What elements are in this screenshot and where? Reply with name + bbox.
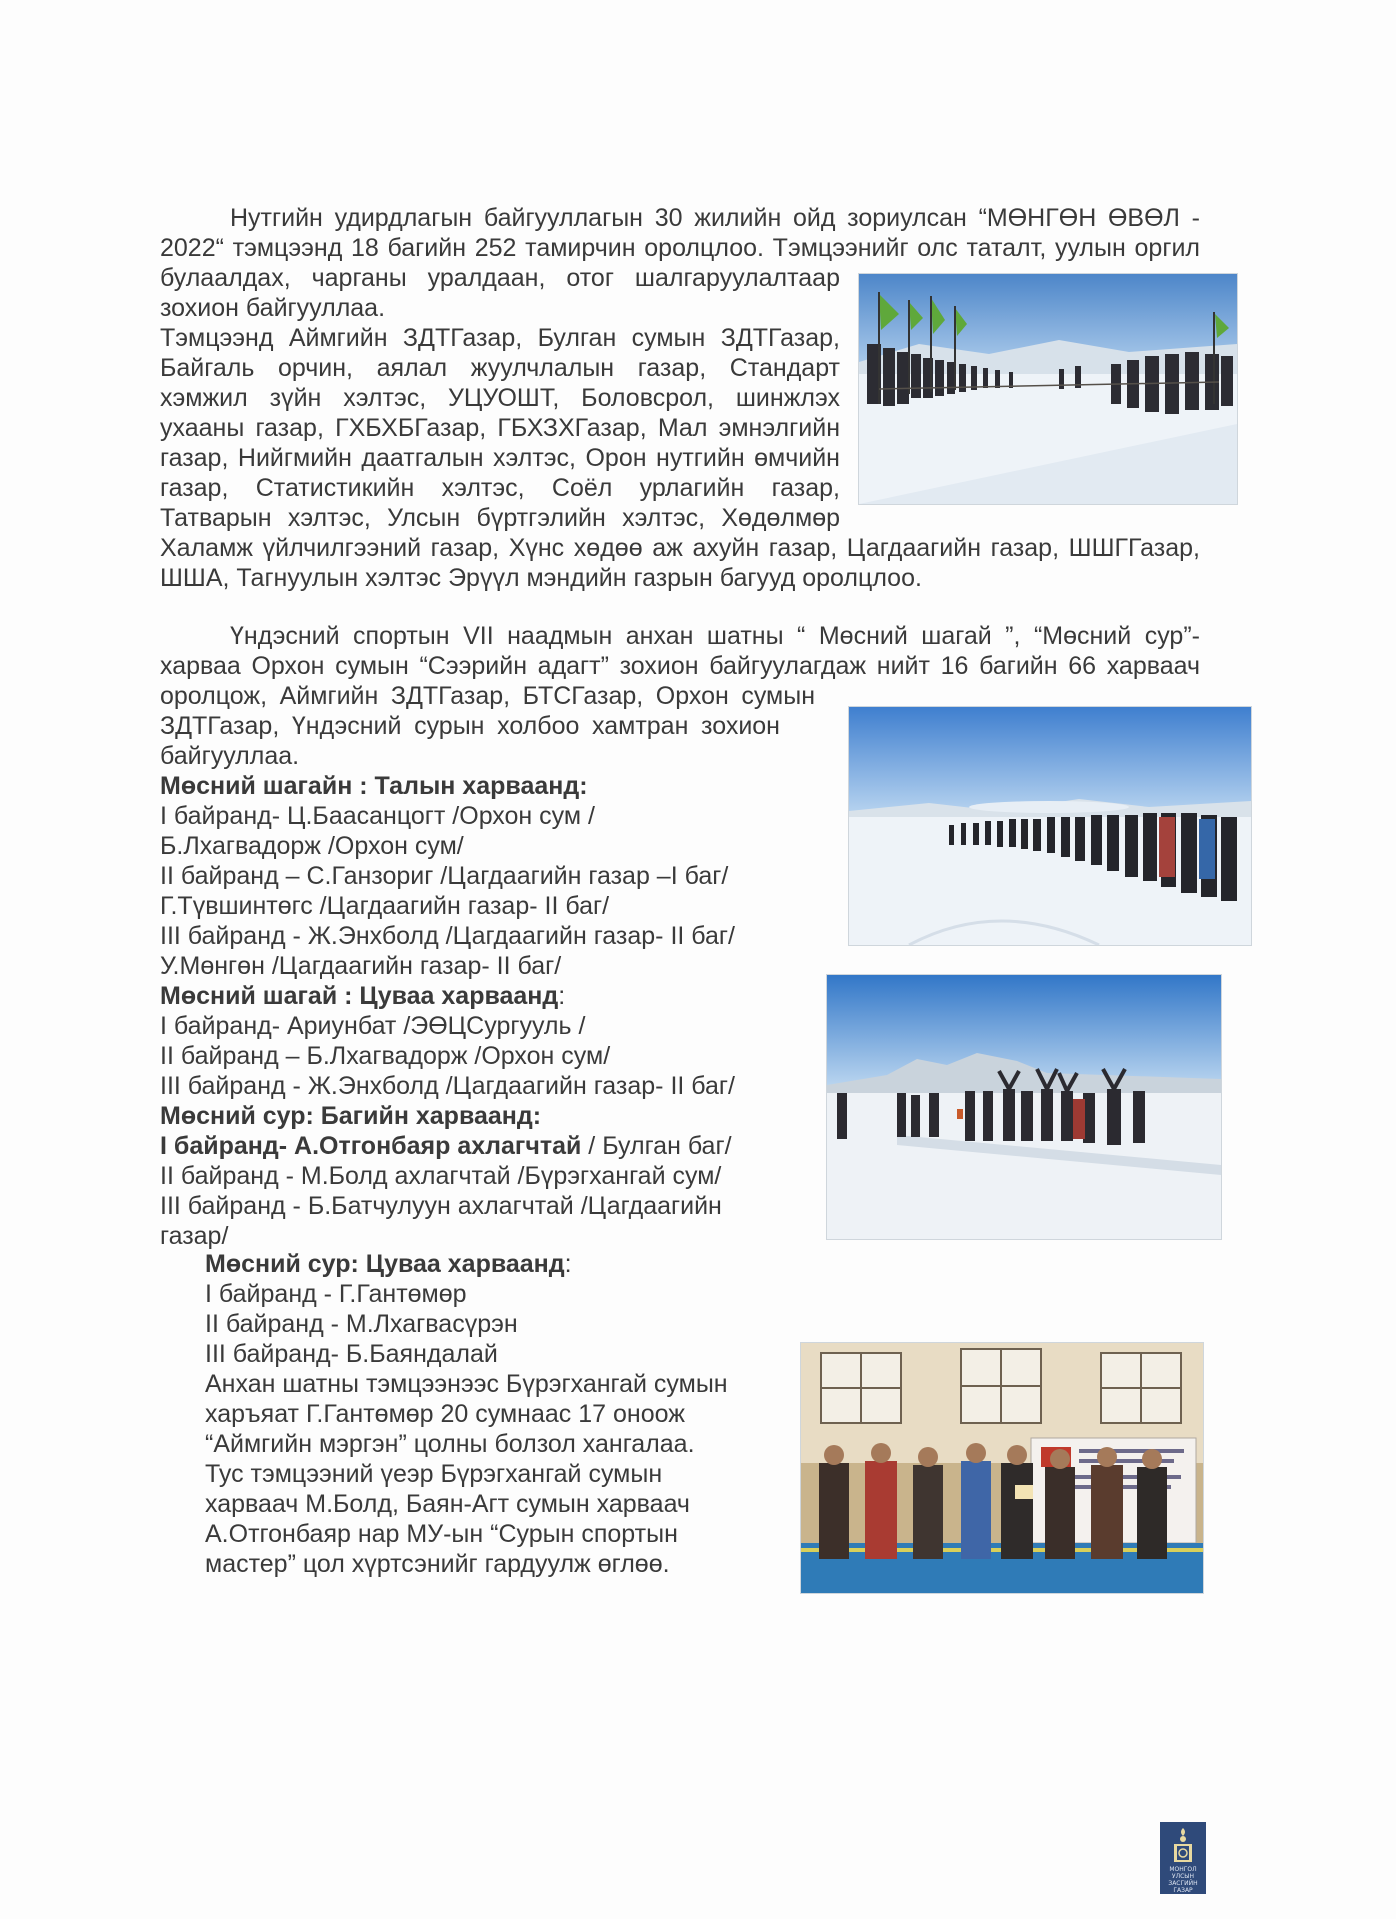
result-line: газар/ (160, 1222, 229, 1250)
photo-archers-celebrating (826, 974, 1222, 1240)
heading-colon: : (558, 982, 566, 1010)
result-line: III байранд - Б.Батчулуун ахлагчтай /Цагдаагийн (160, 1192, 722, 1220)
result-line: II байранд - М.Болд ахлагчтай /Бүрэгхангай сум/ (160, 1162, 722, 1190)
government-crest-logo (1160, 1822, 1206, 1894)
result-line: У.Мөнгөн /Цагдаагийн газар- II баг/ (160, 952, 562, 980)
text-line: харъяат Г.Гантөмөр 20 сумнаас 17 оноож (205, 1400, 685, 1428)
text-line: А.Отгонбаяр нар МУ-ын “Сурын спортын (205, 1520, 678, 1548)
result-line: III байранд - Ж.Энхболд /Цагдаагийн газар- II баг/ (160, 1072, 735, 1100)
text-line: Тэмцээнд Аймгийн ЗДТГазар, Булган сумын ЗДТГазар, (160, 324, 840, 352)
result-line: I байранд- Ариунбат /ЭӨЦСургууль / (160, 1012, 586, 1040)
text-line: харваа Орхон сумын “Сээрийн адагт” зохион байгуулагдаж нийт 16 багийн 66 харваач (160, 652, 1200, 680)
text-line: булаалдах, чарганы уралдаан, отог шалгаруулалтаар (160, 264, 840, 292)
result-line: Б.Лхагвадорж /Орхон сум/ (160, 832, 464, 860)
text-line: Тус тэмцээний үеэр Бүрэгхангай сумын (205, 1460, 663, 1488)
result-bold-part: I байранд- А.Отгонбаяр ахлагчтай (160, 1132, 582, 1160)
text-line: Татварын хэлтэс, Улсын бүртгэлийн хэлтэс, Хөдөлмөр (160, 504, 840, 532)
result-line: I байранд- Ц.Баасанцогт /Орхон сум / (160, 802, 595, 830)
photo-tug-of-war (858, 273, 1238, 505)
text-line: газар, Нийгмийн даатгалын хэлтэс, Орон нутгийн өмчийн (160, 444, 840, 472)
result-line: II байранд - М.Лхагвасүрэн (205, 1310, 518, 1338)
result-rest: / Булган баг/ (581, 1132, 732, 1160)
text-line: Байгаль орчин, аялал жуулчлалын газар, Стандарт (160, 354, 840, 382)
result-line: II байранд – Б.Лхагвадорж /Орхон сум/ (160, 1042, 611, 1070)
text-line: харваач М.Болд, Баян-Агт сумын харваач (205, 1490, 690, 1518)
photo-award-ceremony (800, 1342, 1204, 1594)
text-line: газар, Статистикийн хэлтэс, Соёл урлагийн газар, (160, 474, 840, 502)
heading-colon: : (564, 1250, 572, 1278)
paragraph-sur-tsuvaa (205, 1249, 728, 1579)
section-heading (205, 1249, 728, 1279)
text-line: 2022“ тэмцээнд 18 багийн 252 тамирчин оролцлоо. Тэмцээнийг олс таталт, уулын оргил (160, 234, 1200, 262)
logo-text: МОНГОЛ УЛСЫН (1169, 1866, 1197, 1880)
result-line: III байранд - Ж.Энхболд /Цагдаагийн газар- II баг/ (160, 922, 735, 950)
result-line: I байранд - Г.Гантөмөр (205, 1280, 467, 1308)
text-line: Анхан шатны тэмцээнээс Бүрэгхангай сумын (205, 1370, 728, 1398)
result-line: III байранд- Б.Баяндалай (205, 1340, 498, 1368)
section-heading: Мөсний шагайн : Талын харваанд: (160, 772, 588, 800)
text-line: хэмжил зүйн хэлтэс, УЦУОШТ, Боловсрол, шинжлэх (160, 384, 840, 412)
text-line: ухааны газар, ГХБХБГазар, ГБХЗХГазар, Мал эмнэлгийн (160, 414, 840, 442)
result-line: Г.Түвшинтөгс /Цагдаагийн газар- II баг/ (160, 892, 610, 920)
section-heading: Мөсний сур: Багийн харваанд: (160, 1102, 542, 1130)
text-line: оролцож, Аймгийн ЗДТГазар, БТСГазар, Орхон сумын (160, 682, 815, 710)
text-line: “Аймгийн мэргэн” цолны болзол хангалаа. (205, 1430, 695, 1458)
text-line: Нутгийн удирдлагын байгууллагын 30 жилийн ойд зориулсан “МӨНГӨН ӨВӨЛ - (230, 204, 1200, 232)
soyombo-icon (1168, 1826, 1198, 1866)
text-line: байгууллаа. (160, 742, 300, 770)
text-line: Үндэсний спортын VII наадмын анхан шатны “ Мөсний шагай ”, “Мөсний сур”- (230, 622, 1200, 650)
heading-text: Мөсний шагай : Цуваа харваанд (160, 982, 559, 1010)
text-line: ШША, Тагнуулын хэлтэс Эрүүл мэндийн газрын багууд оролцлоо. (160, 564, 922, 592)
logo-text: ЗАСГИЙН ГАЗАР (1168, 1880, 1198, 1894)
text-line: ЗДТГазар, Үндэсний сурын холбоо хамтран зохион (160, 712, 780, 740)
text-line: зохион байгууллаа. (160, 294, 386, 322)
text-line: мастер” цол хүртсэнийг гардуулж өглөө. (205, 1550, 670, 1578)
text-line: Халамж үйлчилгээний газар, Хүнс хөдөө аж ахуйн газар, Цагдаагийн газар, ШШГГазар, (160, 534, 1200, 562)
result-line: II байранд – С.Ганзориг /Цагдаагийн газар –I баг/ (160, 862, 729, 890)
heading-text: Мөсний сур: Цуваа харваанд (205, 1250, 565, 1278)
photo-archers-line (848, 706, 1252, 946)
